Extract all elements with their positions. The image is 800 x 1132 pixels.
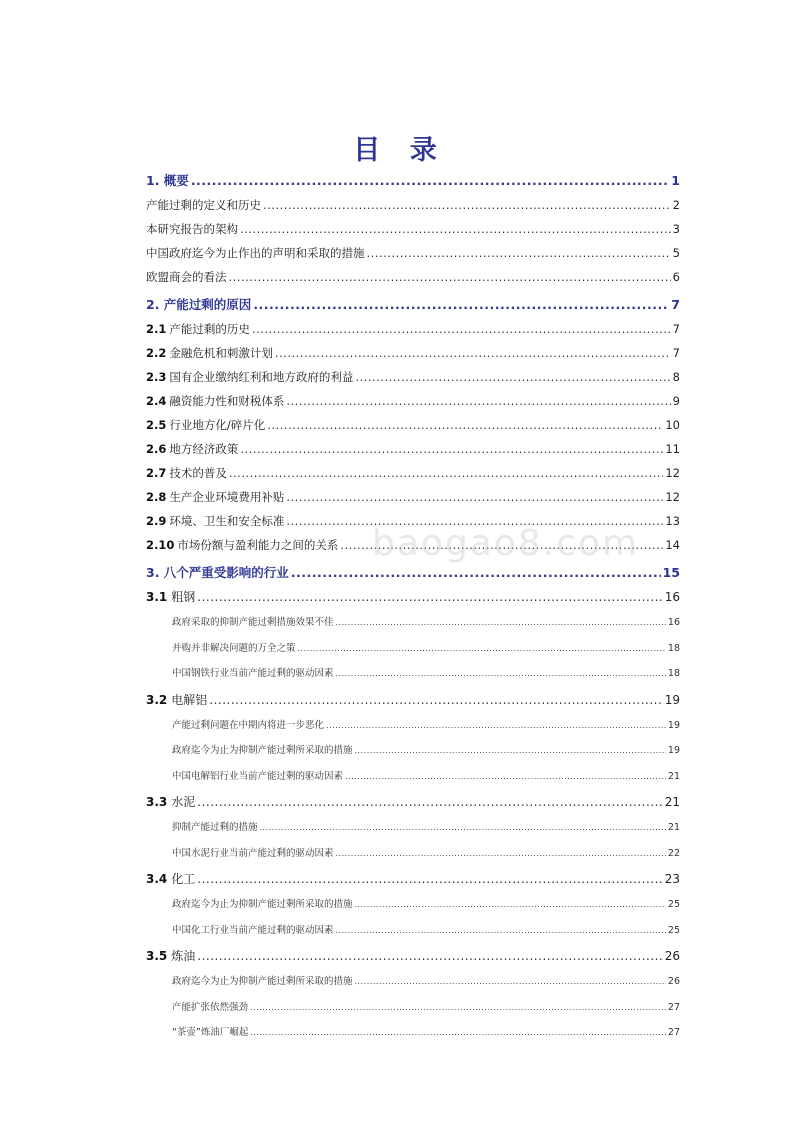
dot-leader [267,417,663,433]
dot-leader [286,393,670,409]
toc-entry-text: 抑制产能过剩的措施 [172,822,258,833]
toc-entry-label [172,820,258,836]
toc-entry[interactable] [146,871,680,897]
toc-entry-page-number: 7 [671,297,680,312]
dot-leader [250,1025,666,1041]
toc-entry[interactable] [146,666,680,692]
toc-entry-label [146,345,273,361]
dot-leader [336,666,666,682]
toc-entry-text: “茶壶”炼油厂崛起 [172,1027,249,1038]
toc-entry-label [146,589,195,605]
toc-entry-text: 欧盟商会的看法 [146,270,227,284]
toc-entry-label [146,537,338,553]
dot-leader [197,948,662,964]
toc-entry[interactable] [146,269,680,293]
toc-entry-text: 中国政府迄今为止作出的声明和采取的措施 [146,246,365,260]
dot-leader [197,871,662,887]
toc-entry-page-number: 12 [665,490,680,504]
toc-entry-page-number: 19 [667,745,680,756]
toc-entry-text: 炼油 [171,949,196,963]
toc-entry-text: 产能过剩的历史 [169,322,250,336]
dot-leader [340,537,663,553]
toc-entry-page-number: 9 [672,394,680,408]
toc-entry[interactable] [146,743,680,769]
toc-entry[interactable] [146,589,680,615]
toc-entry-page-number: 7 [672,322,680,336]
toc-entry-page-number: 23 [664,872,680,886]
toc-entry-text: 政府迄今为止为抑制产能过剩所采取的措施 [172,976,353,987]
toc-entry-page-number: 16 [667,617,680,628]
toc-entry-label [172,769,343,785]
toc-entry-text: 地方经济政策 [169,442,239,456]
toc-entry-page-number: 7 [672,346,680,360]
toc-entry-number: 3.3 [146,795,168,809]
dot-leader [229,465,663,481]
toc-entry-label [172,1000,248,1016]
toc-entry-text: 技术的普及 [169,466,227,480]
dot-leader [298,641,666,657]
dot-leader [252,321,671,337]
toc-entry-page-number: 2 [672,198,680,212]
toc-entry-number: 2.5 [146,418,167,432]
toc-entry-label [146,794,195,810]
toc-entry[interactable] [146,245,680,269]
toc-entry[interactable] [146,794,680,820]
toc-entry-label [146,441,238,457]
toc-entry-number: 3.4 [146,872,168,886]
dot-leader [263,197,671,213]
toc-entry-page-number: 26 [664,949,680,963]
toc-entry-text: 市场份额与盈利能力之间的关系 [177,538,339,552]
dot-leader [336,615,666,631]
toc-entry-page-number: 21 [664,795,680,809]
dot-leader [197,794,662,810]
toc-entry[interactable] [146,441,680,465]
toc-entry[interactable] [146,820,680,846]
toc-entry-label [146,465,227,481]
toc-entry-text: 产能扩张依然强劲 [172,1001,249,1013]
toc-entry-text: 2. 产能过剩的原因 [146,297,252,312]
toc-entry-page-number: 11 [665,442,680,456]
toc-entry-label [146,245,365,261]
toc-entry[interactable] [146,537,680,561]
dot-leader [275,345,671,361]
toc-entry-page-number: 13 [665,514,680,528]
toc-entry-text: 国有企业缴纳红利和地方政府的利益 [169,370,354,384]
toc-entry-label [146,297,251,313]
toc-entry-page-number: 14 [665,538,680,552]
toc-entry[interactable] [146,565,680,589]
toc-entry-text: 并购并非解决问题的万全之策 [172,642,296,654]
dot-leader [291,565,661,581]
toc-entry-page-number: 12 [665,466,680,480]
toc-entry-page-number: 6 [672,270,680,284]
toc-entry-label [146,321,250,337]
toc-entry-label [172,846,334,862]
toc-entry-text: 政府迄今为止为抑制产能过剩所采取的措施 [172,745,353,756]
toc-entry-page-number: 16 [664,590,680,604]
toc-entry-number: 3.5 [146,949,168,963]
toc-entry-label [146,871,195,887]
toc-entry-page-number: 3 [672,222,680,236]
toc-entry-label [172,666,334,682]
toc-entry[interactable] [146,897,680,923]
toc-entry-number: 2.6 [146,442,167,456]
toc-entry[interactable] [146,846,680,872]
dot-leader [355,743,666,759]
toc-entry-text: 1. 概要 [146,173,189,188]
dot-leader [253,297,669,313]
toc-entry[interactable] [146,948,680,974]
toc-entry-page-number: 18 [667,642,680,654]
dot-leader [260,820,666,836]
toc-entry[interactable] [146,641,680,667]
toc-entry-label [146,221,238,237]
toc-entry-label [172,1025,248,1041]
toc-entry[interactable] [146,297,680,321]
toc-entry[interactable] [146,692,680,718]
toc-entry-text: 金融危机和刺激计划 [169,346,273,360]
toc-entry-label [172,974,353,990]
toc-entry-number: 2.7 [146,466,167,480]
dot-leader [240,221,671,237]
dot-leader [355,974,666,990]
toc-entry-label [172,923,334,939]
toc-entry-number: 3.1 [146,590,168,604]
toc-entry[interactable] [146,321,680,345]
table-of-contents [146,169,680,1051]
dot-leader [209,692,662,708]
toc-entry[interactable] [146,345,680,369]
toc-entry-label [146,197,261,213]
toc-entry-page-number: 5 [672,246,680,260]
toc-entry-number: 2.4 [146,394,167,408]
toc-entry-text: 产能过剩问题在中期内将进一步恶化 [172,719,325,731]
watermark: baogao8.com [372,523,640,564]
toc-entry-text: 3. 八个严重受影响的行业 [146,565,289,580]
toc-entry-page-number: 21 [667,770,680,782]
dot-leader [191,173,669,189]
toc-entry[interactable] [146,221,680,245]
toc-entry-label [146,489,284,505]
toc-entry-text: 中国钢铁行业当前产能过剩的驱动因素 [172,668,334,679]
toc-entry[interactable] [146,1000,680,1026]
toc-entry-label [146,393,284,409]
toc-entry-text: 环境、卫生和安全标准 [169,514,285,528]
toc-entry-label [172,641,296,657]
dot-leader [355,369,670,385]
dot-leader [336,923,666,939]
toc-entry-text: 政府迄今为止为抑制产能过剩所采取的措施 [172,899,353,910]
toc-entry-text: 本研究报告的架构 [146,222,238,236]
toc-entry-page-number: 22 [667,847,680,859]
toc-entry-text: 电解铝 [171,692,208,707]
toc-entry-page-number: 8 [672,370,680,384]
toc-entry[interactable] [146,173,680,197]
toc-entry-label [146,417,265,433]
dot-leader [345,769,666,785]
dot-leader [286,513,663,529]
toc-entry[interactable] [146,769,680,795]
toc-entry-text: 政府采取的抑制产能过剩措施效果不佳 [172,617,334,628]
toc-entry-label [172,718,324,734]
toc-entry-number: 3.2 [146,692,168,707]
toc-entry-number: 2.2 [146,346,167,360]
dot-leader [240,441,663,457]
toc-entry-number: 2.9 [146,514,167,528]
toc-entry-number: 2.1 [146,322,167,336]
toc-entry-text: 中国化工行业当前产能过剩的驱动因素 [172,924,334,936]
dot-leader [326,718,666,734]
toc-entry-page-number: 19 [667,719,680,731]
toc-entry-text: 中国电解铝行业当前产能过剩的驱动因素 [172,770,344,782]
toc-entry[interactable] [146,513,680,537]
page-title: 目 录 [353,135,447,166]
toc-entry-text: 化工 [171,872,196,886]
toc-entry[interactable] [146,465,680,489]
toc-entry-label [172,897,353,913]
dot-leader [367,245,671,261]
toc-entry[interactable] [146,974,680,1000]
toc-entry-page-number: 25 [667,899,680,910]
toc-entry-page-number: 21 [667,822,680,833]
toc-entry-label [146,173,189,189]
toc-entry-label [146,369,353,385]
toc-entry-page-number: 1 [671,173,680,188]
toc-entry[interactable] [146,393,680,417]
toc-entry-label [146,513,284,529]
toc-entry-text: 水泥 [171,795,196,809]
toc-entry[interactable] [146,718,680,744]
toc-entry-text: 行业地方化/碎片化 [169,418,266,432]
toc-entry-page-number: 26 [667,976,680,987]
toc-entry[interactable] [146,489,680,513]
toc-entry[interactable] [146,1025,680,1051]
dot-leader [355,897,666,913]
dot-leader [229,269,671,285]
toc-entry-label [172,743,353,759]
toc-entry-text: 中国水泥行业当前产能过剩的驱动因素 [172,847,334,859]
toc-entry[interactable] [146,369,680,393]
toc-entry-label [172,615,334,631]
dot-leader [336,846,666,862]
dot-leader [197,589,662,605]
toc-entry-page-number: 25 [667,924,680,936]
dot-leader [250,1000,666,1016]
toc-entry-number: 2.8 [146,490,167,504]
toc-entry-number: 2.10 [146,538,175,552]
dot-leader [286,489,663,505]
toc-entry-page-number: 10 [665,418,680,432]
toc-entry-page-number: 15 [662,565,680,580]
toc-entry-label [146,692,207,708]
toc-entry-label [146,948,195,964]
toc-entry-page-number: 19 [664,692,680,707]
toc-entry-text: 粗钢 [171,590,196,604]
toc-entry[interactable] [146,615,680,641]
toc-entry-label [146,565,289,581]
toc-entry-number: 2.3 [146,370,167,384]
toc-entry-text: 生产企业环境费用补贴 [169,490,285,504]
toc-entry[interactable] [146,923,680,949]
toc-entry-text: 产能过剩的定义和历史 [146,198,261,212]
toc-entry[interactable] [146,197,680,221]
toc-entry-page-number: 27 [667,1027,680,1038]
toc-entry[interactable] [146,417,680,441]
toc-entry-text: 融资能力性和财税体系 [169,394,285,408]
toc-entry-label [146,269,227,285]
toc-entry-page-number: 18 [667,668,680,679]
toc-entry-page-number: 27 [667,1001,680,1013]
